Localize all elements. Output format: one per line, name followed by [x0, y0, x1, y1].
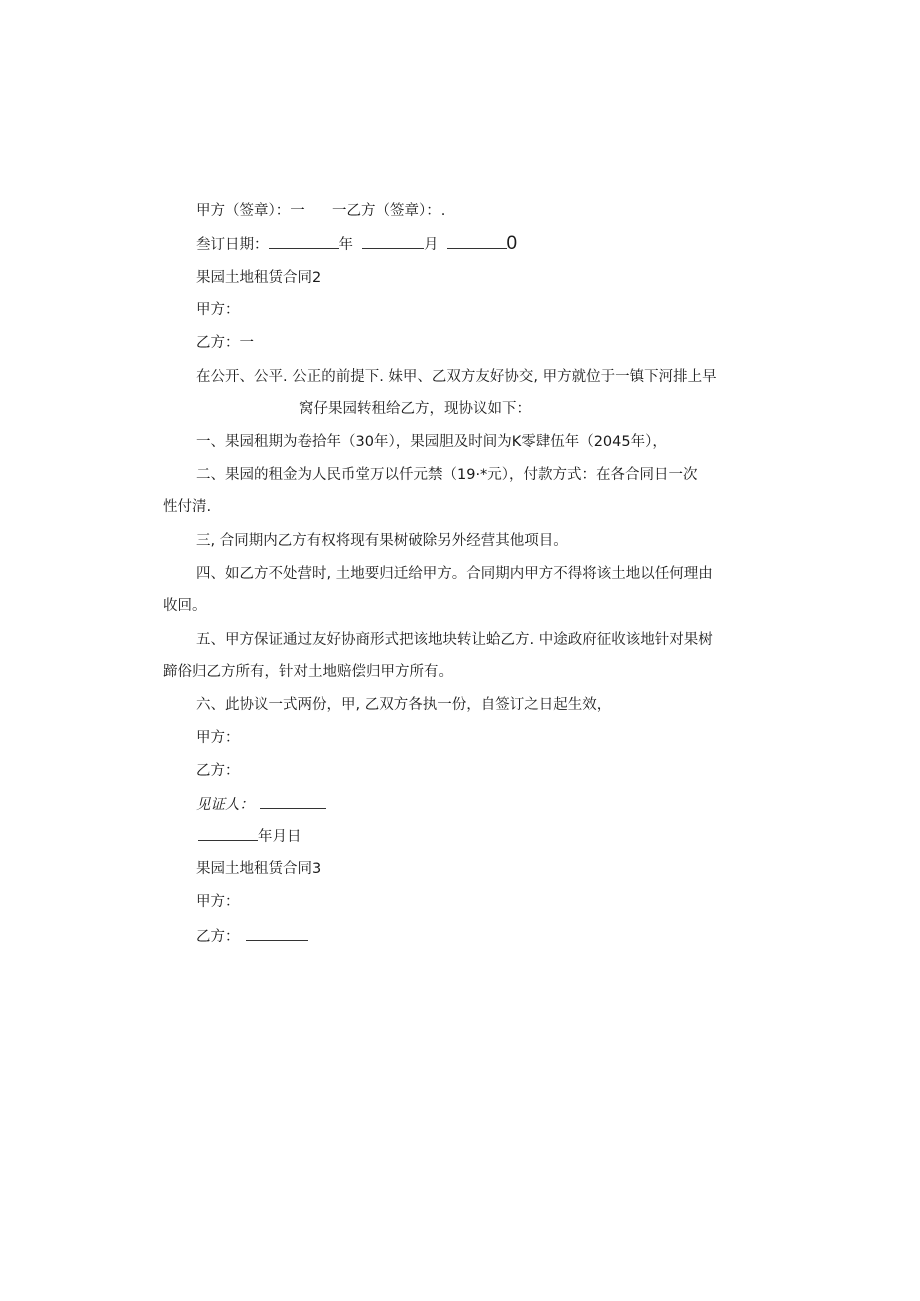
contract3-party-b: 乙方： [196, 929, 240, 945]
clause-2-line-2: 性付清. [163, 499, 212, 515]
clause-1: 一、果园租期为卷拾年（30年），果园胆及时间为K零肆伍年（2045年）， [196, 434, 667, 450]
contract2-sign-a: 甲方： [196, 730, 240, 746]
contract3-title: 果园土地租赁合同3 [196, 861, 322, 877]
year-blank [269, 234, 339, 249]
sign-date-line [196, 234, 517, 255]
clause-3: 三, 合同期内乙方有权将现有果树破除另外经营其他项目。 [196, 533, 568, 549]
clause-2-line-1: 二、果园的租金为人民币堂万以仟元禁（19·*元），付款方式：在各合同日一次 [196, 467, 698, 483]
contract2-intro-line-2: 窝仔果园转租给乙方，现协议如下： [299, 401, 531, 417]
month-blank [362, 234, 424, 249]
contract3-party-b-line [196, 926, 308, 947]
clause-4-line-2: 收回。 [163, 598, 207, 614]
date-blank [198, 826, 258, 841]
contract2-title: 果园土地租赁合同2 [196, 270, 322, 286]
contract2-party-b: 乙方：一 [196, 335, 254, 351]
clause-4-line-1: 四、如乙方不处营时, 土地要归迁给甲方。合同期内甲方不得将该土地以任何理由 [196, 566, 713, 582]
year-label: 年 [338, 237, 353, 253]
party-a-signature-label: 甲方（签章）：一 [196, 203, 305, 219]
clause-6: 六、此协议一式两份，甲, 乙双方各执一份，自签订之日起生效， [196, 697, 612, 713]
witness-label: 见证人： [196, 797, 254, 813]
party-b-signature-label: 一乙方（签章）：. [331, 203, 446, 219]
contract2-party-a: 甲方： [196, 302, 240, 318]
date-label: 年月日 [258, 829, 302, 845]
clause-5-line-2: 蹄俗归乙方所有，针对土地赔偿归甲方所有。 [163, 664, 453, 680]
party-b-blank [246, 926, 308, 941]
contract2-intro-line-1: 在公开、公平. 公正的前提下. 妹甲、乙双方友好协交, 甲方就位于一镇下河排上早 [196, 369, 717, 385]
day-blank [447, 234, 507, 249]
contract3-party-a: 甲方： [196, 894, 240, 910]
witness-blank [260, 794, 326, 809]
sign-date-label: 叁订日期： [196, 237, 269, 253]
signature-line [196, 201, 445, 221]
contract2-sign-b: 乙方： [196, 763, 240, 779]
month-label: 月 [424, 237, 439, 253]
date-end-mark: 0 [506, 233, 518, 254]
contract2-date-line [198, 826, 302, 847]
witness-line [196, 794, 326, 815]
clause-5-line-1: 五、甲方保证通过友好协商形式把该地块转让蛤乙方. 中途政府征收该地针对果树 [196, 632, 713, 648]
